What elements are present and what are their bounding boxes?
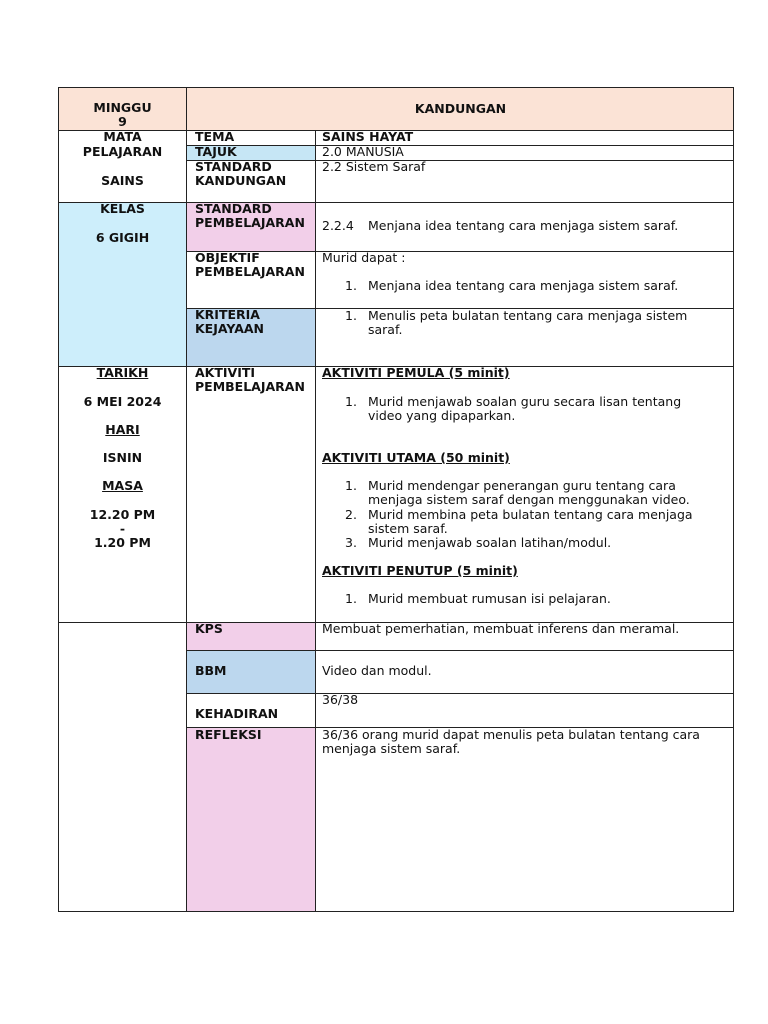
masa-dash: - (119, 521, 126, 536)
ap-label-1: AKTIVITI (195, 365, 256, 380)
pemula-title: AKTIVITI PEMULA (5 minit) (322, 365, 510, 380)
op-item-1: Menjana idea tentang cara menjaga sistem saraf. (368, 278, 679, 293)
penutup-number-1: 1. (345, 591, 357, 606)
kps-value: Membuat pemerhatian, membuat inferens dan meramal. (322, 621, 680, 636)
tema-label: TEMA (195, 129, 235, 144)
sk-value: 2.2 Sistem Saraf (322, 159, 426, 174)
refleksi-value-line1: 36/36 orang murid dapat menulis peta bulatan tentang cara (322, 727, 700, 742)
bbm-label: BBM (195, 663, 227, 678)
refleksi-label-fill (187, 728, 315, 912)
minggu-number: 9 (118, 114, 127, 129)
hari-value: ISNIN (102, 450, 143, 465)
op-label-1: OBJEKTIF (195, 250, 260, 265)
refleksi-value-line2: menjaga sistem saraf. (322, 741, 461, 756)
divider-col2 (315, 131, 316, 912)
divider-h-bbm (187, 650, 734, 651)
utama-number-1: 1. (345, 478, 357, 493)
op-number-1: 1. (345, 278, 357, 293)
sp-value: Menjana idea tentang cara menjaga sistem saraf. (368, 218, 679, 233)
tajuk-label: TAJUK (195, 144, 237, 159)
utama-item-1-line1: Murid mendengar penerangan guru tentang cara (368, 478, 676, 493)
masa-label: MASA (102, 478, 143, 493)
utama-number-3: 3. (345, 535, 357, 550)
pemula-item-1-line1: Murid menjawab soalan guru secara lisan tentang (368, 394, 682, 409)
kelas-fill (58, 202, 187, 366)
border-top (58, 87, 734, 88)
penutup-item-1: Murid membuat rumusan isi pelajaran. (368, 591, 611, 606)
divider-h-kehadiran (187, 693, 734, 694)
refleksi-label: REFLEKSI (195, 727, 262, 742)
kehadiran-label: KEHADIRAN (195, 706, 279, 721)
op-label-2: PEMBELAJARAN (195, 264, 305, 279)
minggu-label: MINGGU (93, 100, 152, 115)
sk-label-2: KANDUNGAN (195, 173, 287, 188)
divider-h-tajuk (187, 145, 734, 146)
kk-label-2: KEJAYAAN (195, 321, 265, 336)
utama-item-2-line1: Murid membina peta bulatan tentang cara menjaga (368, 507, 693, 522)
hari-label: HARI (105, 422, 140, 437)
kk-number-1: 1. (345, 308, 357, 323)
masa-start: 12.20 PM (89, 507, 156, 522)
mata-label: MATA (103, 129, 142, 144)
kehadiran-value: 36/38 (322, 692, 359, 707)
border-right (733, 87, 734, 912)
pemula-number-1: 1. (345, 394, 357, 409)
sp-label-2: PEMBELAJARAN (195, 215, 305, 230)
tema-value: SAINS HAYAT (322, 129, 414, 144)
kk-item-1-line2: saraf. (368, 322, 403, 337)
utama-item-3: Murid menjawab soalan latihan/modul. (368, 535, 612, 550)
border-bottom (58, 911, 734, 912)
bbm-value: Video dan modul. (322, 663, 432, 678)
kelas-label: KELAS (100, 201, 145, 216)
kandungan-heading: KANDUNGAN (414, 101, 507, 116)
kk-item-1-line1: Menulis peta bulatan tentang cara menjaga sistem (368, 308, 688, 323)
sp-code: 2.2.4 (322, 218, 354, 233)
utama-item-2-line2: sistem saraf. (368, 521, 448, 536)
kk-label-1: KRITERIA (195, 307, 260, 322)
kps-label: KPS (195, 621, 223, 636)
tarikh-label: TARIKH (96, 365, 149, 380)
tajuk-value: 2.0 MANUSIA (322, 144, 404, 159)
utama-number-2: 2. (345, 507, 357, 522)
penutup-title: AKTIVITI PENUTUP (5 minit) (322, 563, 518, 578)
pemula-item-1-line2: video yang dipaparkan. (368, 408, 516, 423)
divider-h-op (187, 251, 734, 252)
sk-label-1: STANDARD (195, 159, 272, 174)
utama-item-1-line2: menjaga sistem saraf dengan menggunakan video. (368, 492, 690, 507)
ap-label-2: PEMBELAJARAN (195, 379, 305, 394)
op-intro: Murid dapat : (322, 250, 406, 265)
kelas-value: 6 GIGIH (95, 230, 150, 245)
masa-end: 1.20 PM (94, 535, 151, 550)
pelajaran-label: PELAJARAN (82, 144, 163, 159)
subject-value: SAINS (101, 173, 144, 188)
sp-label-1: STANDARD (195, 201, 272, 216)
tarikh-value: 6 MEI 2024 (83, 394, 162, 409)
utama-title: AKTIVITI UTAMA (50 minit) (322, 450, 510, 465)
